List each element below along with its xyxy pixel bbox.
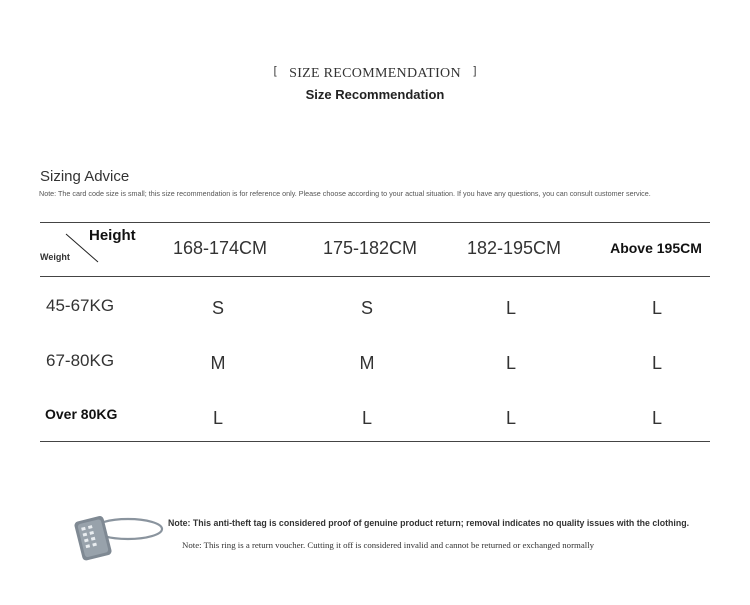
table-cell-r2-c1: M	[210, 353, 226, 373]
table-cell-r2-c3: L	[505, 353, 516, 373]
column-header-3: 182-195CM	[466, 238, 562, 258]
bracket-close: ]	[473, 65, 477, 77]
row-label-1: 45-67KG	[46, 296, 115, 315]
table-cell-r3-c2: L	[361, 408, 372, 428]
sizing-note: Note: The card code size is small; this size recommendation is for reference only. Please choose according to your actual situation. If you have any questions, you can consult customer service.	[39, 189, 651, 198]
bracket-open: [	[273, 65, 277, 77]
table-corner-cell	[40, 222, 150, 276]
title-english: SIZE RECOMMENDATION	[289, 66, 461, 81]
table-header-rule	[40, 276, 710, 277]
table-cell-r3-c4: L	[651, 408, 662, 428]
table-cell-r1-c4: L	[651, 298, 662, 318]
corner-weight-label: Weight	[40, 252, 70, 262]
page-subtitle: Size Recommendation	[305, 87, 445, 102]
column-header-2: 175-182CM	[322, 238, 418, 258]
column-header-4: Above 195CM	[610, 240, 702, 256]
tag-note-serif: Note: This ring is a return voucher. Cutting it off is considered invalid and cannot be returned or exchanged normally	[182, 540, 595, 550]
row-label-2: 67-80KG	[46, 351, 115, 370]
corner-height-label: Height	[89, 227, 136, 244]
table-cell-r3-c1: L	[212, 408, 223, 428]
page-title	[0, 64, 750, 82]
section-header	[0, 64, 750, 102]
table-cell-r3-c3: L	[505, 408, 516, 428]
sizing-advice-title: Sizing Advice	[40, 168, 130, 185]
table-cell-r2-c2: M	[359, 353, 375, 373]
table-bottom-rule	[40, 441, 710, 442]
row-label-3: Over 80KG	[45, 406, 118, 422]
anti-theft-tag-icon	[72, 508, 168, 569]
column-header-1: 168-174CM	[172, 238, 268, 258]
table-cell-r1-c2: S	[360, 298, 373, 318]
tag-note-bold: Note: This anti-theft tag is considered proof of genuine product return; removal indicates no quality issues with the clothing.	[168, 518, 690, 528]
table-cell-r1-c3: L	[505, 298, 516, 318]
table-cell-r1-c1: S	[211, 298, 224, 318]
table-cell-r2-c4: L	[651, 353, 662, 373]
